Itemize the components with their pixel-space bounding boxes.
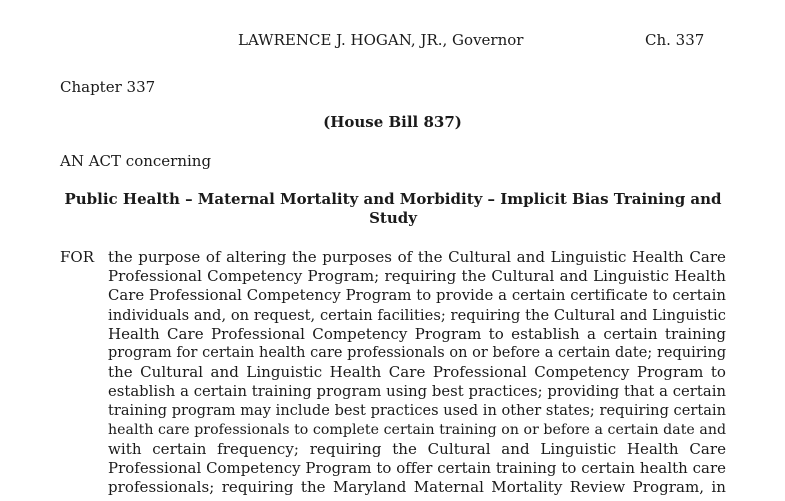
purpose-line: Health Care Professional Competency Program to establish a certain training bbox=[108, 324, 726, 343]
purpose-line: with certain frequency; requiring the Cultural and Linguistic Health Care bbox=[108, 440, 726, 459]
act-title-line-2: Study bbox=[369, 209, 417, 227]
purpose-paragraph bbox=[60, 248, 726, 498]
purpose-line: the purpose of altering the purposes of the Cultural and Linguistic Health Care bbox=[108, 248, 726, 266]
bill-number: (House Bill 837) bbox=[323, 113, 462, 131]
act-title-line-1: Public Health – Maternal Mortality and Morbidity – Implicit Bias Training and bbox=[64, 190, 722, 208]
act-title bbox=[60, 190, 726, 228]
header-chapter-ref: Ch. 337 bbox=[645, 31, 705, 49]
purpose-lead: FOR bbox=[60, 248, 94, 266]
purpose-line: health care professionals to complete certain training on or before a certain date and bbox=[108, 421, 727, 438]
chapter-label: Chapter 337 bbox=[60, 78, 156, 96]
act-intro: AN ACT concerning bbox=[60, 152, 212, 170]
purpose-line: the Cultural and Linguistic Health Care Professional Competency Program to bbox=[108, 363, 726, 382]
purpose-line: training program may include best practices used in other states; requiring certain bbox=[108, 402, 726, 419]
purpose-line: Care Professional Competency Program to provide a certain certificate to certain bbox=[108, 287, 726, 305]
purpose-line: program for certain health care professionals on or before a certain date; requiring bbox=[108, 345, 727, 362]
purpose-line: Professional Competency Program to offer certain training to certain health care bbox=[108, 459, 726, 478]
purpose-text bbox=[108, 248, 726, 498]
purpose-line: professionals; requiring the Maryland Maternal Mortality Review Program, in bbox=[108, 478, 726, 497]
purpose-line: establish a certain training program using best practices; providing that a certain bbox=[108, 383, 726, 401]
header-governor: LAWRENCE J. HOGAN, JR., Governor bbox=[238, 31, 524, 49]
purpose-line: individuals and, on request, certain facilities; requiring the Cultural and Linguistic bbox=[108, 306, 726, 324]
purpose-line: Professional Competency Program; requiring the Cultural and Linguistic Health bbox=[108, 267, 726, 286]
